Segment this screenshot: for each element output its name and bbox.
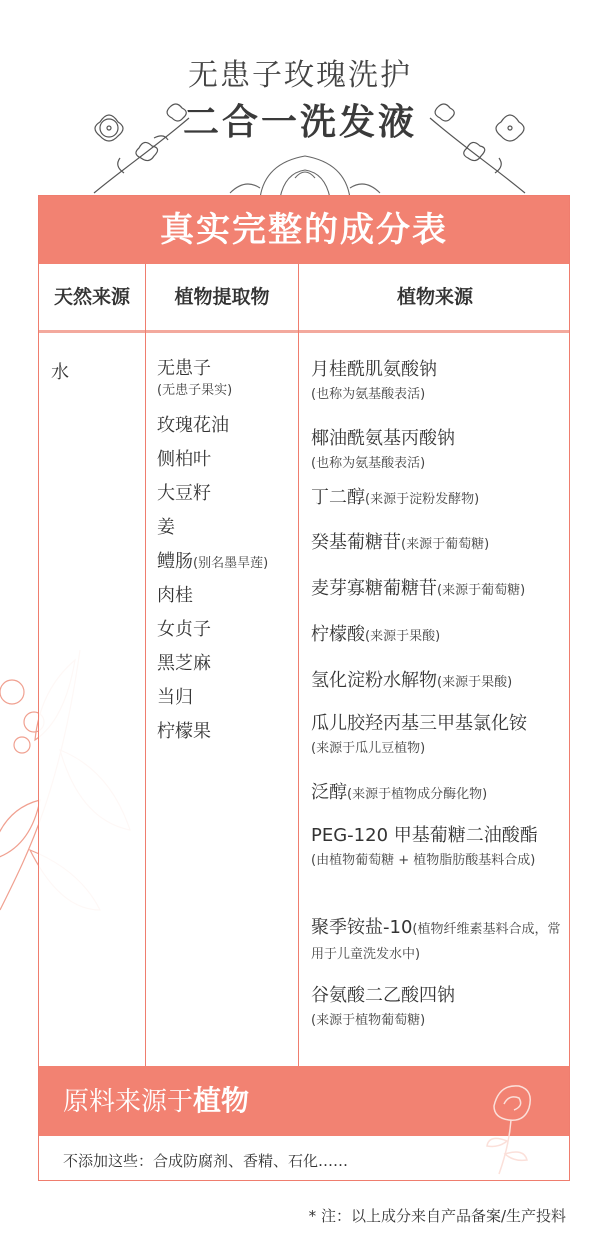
page-title-line1: 无患子玫瑰洗护 <box>188 58 412 93</box>
item-name: 大豆籽 <box>157 483 211 504</box>
item-note: (无患子果实) <box>157 383 233 398</box>
list-item <box>157 586 297 620</box>
column-divider-2 <box>298 264 299 1066</box>
list-item <box>311 669 561 712</box>
natural-list <box>51 358 69 384</box>
item-note: (来源于果酸) <box>365 629 441 644</box>
list-item <box>157 620 297 654</box>
item-note: (来源于植物葡萄糖) <box>311 1013 426 1028</box>
item-name: 丁二醇 <box>311 487 365 508</box>
item-name: 无患子 <box>157 358 211 379</box>
item-name: 肉桂 <box>157 585 193 606</box>
item-note: (来源于淀粉发酵物) <box>365 492 480 507</box>
page-title-line2: 二合一洗发液 <box>182 102 417 143</box>
list-item <box>157 722 297 756</box>
list-item <box>311 486 561 531</box>
item-name: 柠檬果 <box>157 721 211 742</box>
list-item <box>157 552 297 586</box>
list-item <box>311 577 561 623</box>
item-note: (植物纤维素基料合成，常用于儿童洗发水中) <box>311 922 561 962</box>
item-name: 黑芝麻 <box>157 653 211 674</box>
item-note: (也称为氨基酸表活) <box>311 456 426 471</box>
footer-title-bold: 植物 <box>193 1084 250 1117</box>
item-note: (来源于葡萄糖) <box>437 583 526 598</box>
list-item <box>311 824 561 916</box>
item-name: 椰油酰氨基丙酸钠 <box>311 428 455 449</box>
footer-title <box>63 1066 249 1137</box>
list-item <box>311 358 561 427</box>
footer-title-prefix: 原料来源于 <box>63 1087 194 1117</box>
item-name: 泛醇 <box>311 782 347 803</box>
item-note: (由植物葡萄糖 + 植物脂肪酸基料合成) <box>311 853 536 868</box>
list-item <box>311 916 561 984</box>
item-name: 玫瑰花油 <box>157 415 229 436</box>
ingredient-card <box>38 195 570 1181</box>
item-note: (来源于瓜儿豆植物) <box>311 741 426 756</box>
item-name: 瓜儿胶羟丙基三甲基氯化铵 <box>311 713 527 734</box>
flower-branch-left-icon <box>84 98 194 198</box>
list-item <box>311 427 561 486</box>
item-note: (来源于果酸) <box>437 675 513 690</box>
list-item <box>157 688 297 722</box>
column-divider-1 <box>145 264 146 1066</box>
item-name: 谷氨酸二乙酸四钠 <box>311 985 455 1006</box>
plant-source-list <box>311 358 561 1032</box>
list-item <box>311 623 561 669</box>
item-note: (来源于植物成分酶化物) <box>347 787 488 802</box>
item-note: (来源于葡萄糖) <box>401 537 490 552</box>
item-name: 麦芽寡糖葡糖苷 <box>311 578 437 599</box>
list-item <box>157 416 297 450</box>
list-item <box>157 654 297 688</box>
list-item <box>157 450 297 484</box>
header-divider <box>39 330 569 333</box>
item-name: 氢化淀粉水解物 <box>311 670 437 691</box>
item-name: 癸基葡糖苷 <box>311 532 401 553</box>
column-header-natural: 天然来源 <box>53 286 130 308</box>
source-note: * 注：以上成分来自产品备案/生产投料 <box>308 1207 566 1225</box>
item-name: 姜 <box>157 517 175 538</box>
list-item <box>311 531 561 577</box>
flower-branch-right-icon <box>425 98 535 198</box>
column-header-extracts: 植物提取物 <box>174 286 270 308</box>
list-item <box>157 484 297 518</box>
list-item <box>157 359 297 416</box>
list-item <box>311 781 561 824</box>
list-item <box>311 712 561 781</box>
item-name: 聚季铵盐-10 <box>311 917 413 938</box>
item-name: 柠檬酸 <box>311 624 365 645</box>
list-item <box>311 984 561 1032</box>
plant-extract-list <box>157 359 297 756</box>
column-header-sources: 植物来源 <box>396 286 473 308</box>
item-name: 女贞子 <box>157 619 211 640</box>
rose-icon <box>469 1076 549 1176</box>
no-additives-note: 不添加这些：合成防腐剂、香精、石化…… <box>63 1152 349 1170</box>
card-title: 真实完整的成分表 <box>39 196 569 264</box>
item-note: (别名墨旱莲) <box>193 556 269 571</box>
natural-item: 水 <box>51 362 69 383</box>
rose-sketch-icon <box>220 148 390 198</box>
item-name: PEG-120 甲基葡糖二油酸酯 <box>311 825 538 846</box>
item-name: 鳢肠 <box>157 551 193 572</box>
item-name: 侧柏叶 <box>157 449 211 470</box>
item-name: 当归 <box>157 687 193 708</box>
list-item <box>157 518 297 552</box>
item-note: (也称为氨基酸表活) <box>311 387 426 402</box>
item-name: 月桂酰肌氨酸钠 <box>311 359 437 380</box>
